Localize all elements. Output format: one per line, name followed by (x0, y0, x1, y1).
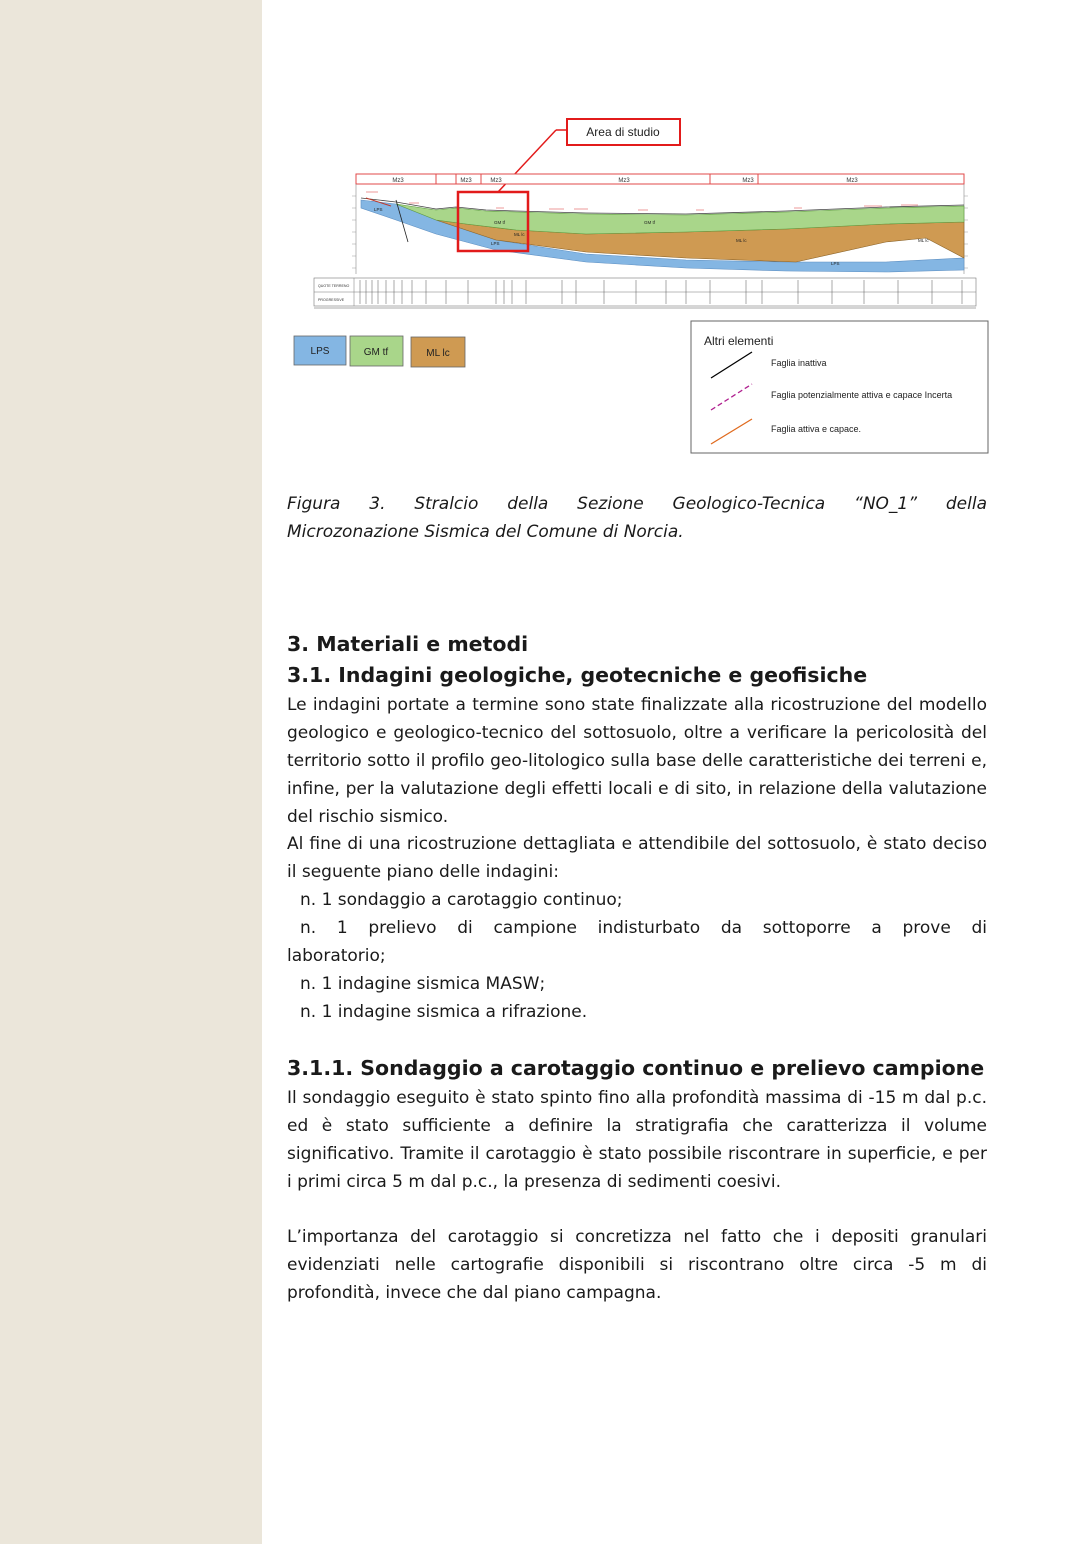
section-3-1-1-paragraph-1: Il sondaggio eseguito è stato spinto fino alla profondità massima di -15 m dal p.c. ed è stato sufficiente a definire la stratigrafia che caratterizza il volume significativo. Tramite il carotaggio è stato possibile riscontrare in superficie, e per i primi circa 5 m dal p.c., la presenza di sedimenti coesivi. (287, 1088, 987, 1192)
header-label: Mz3 (618, 178, 630, 184)
list-item: n. 1 indagine sismica MASW; (300, 974, 546, 994)
row-label: QUOTE TERRENO (318, 284, 350, 288)
header-label: Mz3 (742, 178, 754, 184)
section-3-1-paragraph-2: Al fine di una ricostruzione dettagliata e attendibile del sottosuolo, è stato deciso il seguente piano delle indagini: (287, 834, 987, 882)
section-header-bar (356, 174, 964, 184)
header-label: Mz3 (392, 178, 404, 184)
header-label: Mz3 (490, 178, 502, 184)
section-3-1-paragraph-1: Le indagini portate a termine sono state finalizzate alla ricostruzione del modello geologico e geologico-tecnico del sottosuolo, oltre a verificare la pericolosità del territorio sotto il profilo geo-litologico sulla base delle caratteristiche dei terreni e, infine, per la valutazione degli effetti locali e di sito, in relazione della valutazione del rischio sismico. (287, 695, 987, 827)
header-label: Mz3 (846, 178, 858, 184)
header-label: Mz3 (460, 178, 472, 184)
layer-label: LPS (491, 241, 500, 246)
layer-label: ML lc (736, 238, 747, 243)
list-item: n. 1 sondaggio a carotaggio continuo; (300, 890, 623, 910)
legend-gmtf-label: GM tf (363, 347, 389, 358)
layer-label: ML lc (514, 232, 525, 237)
study-area-callout-label: Area di studio (586, 125, 660, 139)
geologic-section-figure (286, 112, 990, 462)
section-3-1-1-paragraph-2: L’importanza del carotaggio si concretizza nel fatto che i depositi granulari evidenziati nelle cartografie disponibili si riscontrano oltre circa -5 m di profondità, invece che dal piano campagna. (287, 1227, 987, 1303)
caption-line-2: Microzonazione Sismica del Comune di Norcia. (287, 522, 684, 542)
legend-inactive-fault-label: Faglia inattiva (771, 358, 827, 368)
section-3-title: 3. Materiali e metodi (287, 632, 529, 656)
section-3-1-title: 3.1. Indagini geologiche, geotecniche e geofisiche (287, 663, 868, 687)
legend-active-fault-label: Faglia attiva e capace. (771, 424, 862, 434)
other-elements-title: Altri elementi (704, 334, 774, 348)
legend-mllc-label: ML lc (426, 348, 450, 359)
list-item-continuation: laboratorio; (287, 946, 386, 966)
layer-label: ML lc (918, 238, 929, 243)
legend-lps-label: LPS (310, 346, 330, 357)
layer-label: LPS (831, 261, 840, 266)
page-side-band (0, 0, 262, 1544)
list-item: n. 1 indagine sismica a rifrazione. (300, 1002, 588, 1022)
row-label: PROGRESSIVE (318, 298, 345, 302)
layer-label: GM tf (644, 220, 655, 225)
layer-label: LPS (374, 207, 383, 212)
legend-uncertain-fault-label: Faglia potenzialmente attiva e capace Incerta (771, 390, 953, 400)
list-item: n. 1 prelievo di campione indisturbato da sottoporre a prove di (300, 918, 987, 938)
layer-label: GM tf (494, 220, 505, 225)
figure-caption (287, 490, 987, 546)
caption-line-1: Figura 3. Stralcio della Sezione Geologico-Tecnica “NO_1” della (287, 494, 987, 514)
section-3-1-1-title: 3.1.1. Sondaggio a carotaggio continuo e prelievo campione (287, 1056, 985, 1080)
